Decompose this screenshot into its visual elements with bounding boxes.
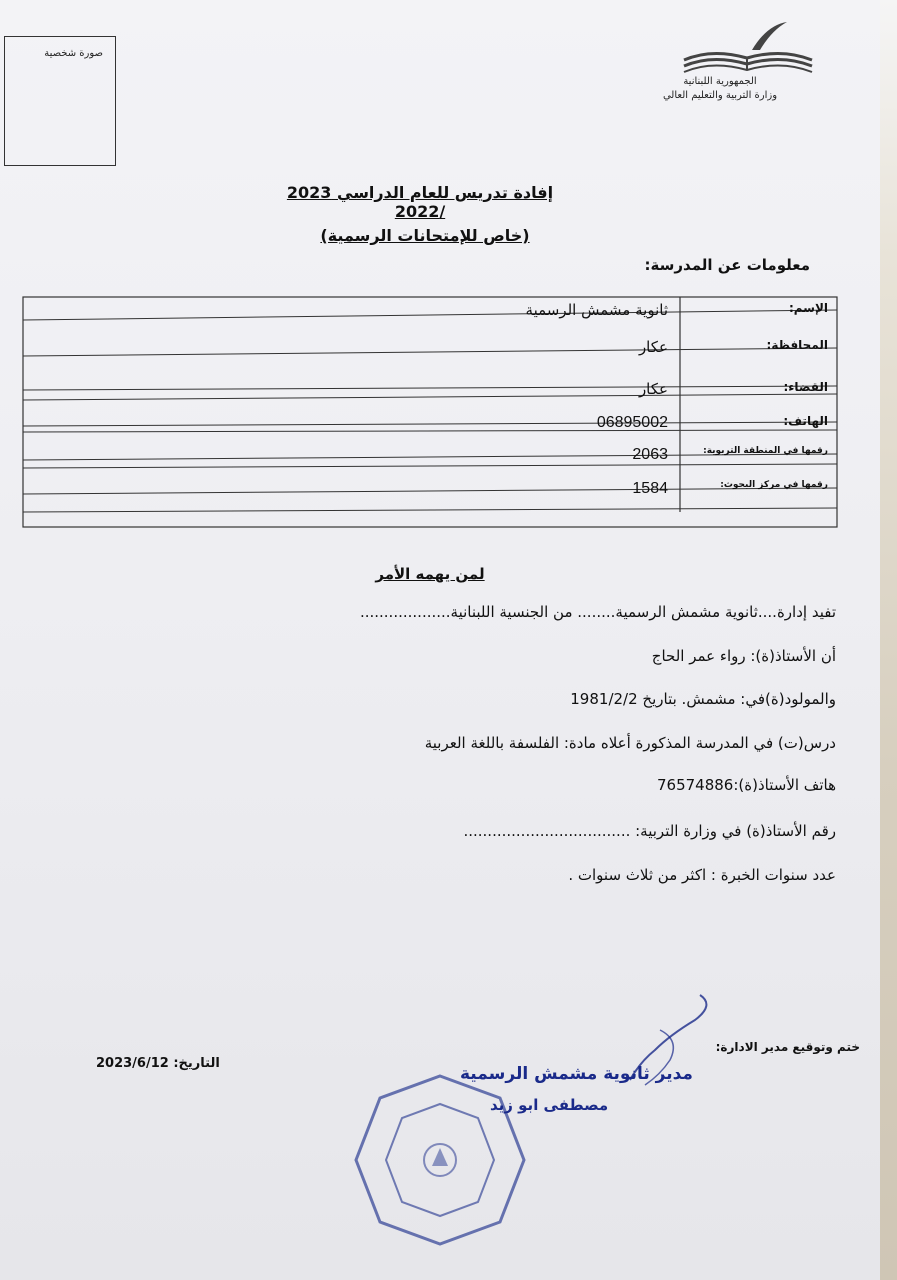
background-edge (880, 0, 897, 1280)
school-name-label: الإسم: (788, 301, 828, 315)
photo-box-label: صورة شخصية (44, 48, 103, 59)
logo-line1: الجمهورية اللبنانية (683, 76, 757, 87)
logo-line2: وزارة التربية والتعليم العالي (662, 90, 778, 101)
body-line-7: عدد سنوات الخبرة : اكثر من ثلاث سنوات . (568, 866, 836, 884)
body-line-4: درس(ت) في المدرسة المذكورة أعلاه مادة: الفلسفة باللغة العربية (424, 734, 836, 752)
date-label: التاريخ: 2023/6/12 (96, 1056, 220, 1071)
signer-name: مصطفى ابو زيد (490, 1096, 609, 1114)
table-grid (22, 296, 838, 528)
to-whom-heading: لمن يهمه الأمر (375, 565, 485, 583)
body-line-1: تفيد إدارة....ثانوية مشمش الرسمية........ من الجنسية اللبنانية................... (359, 603, 836, 621)
book-icon (672, 20, 822, 80)
school-info-table (22, 296, 838, 528)
regional-number-value: 2063 (632, 446, 668, 463)
district-label: القضاء: (783, 380, 828, 394)
school-name-value: ثانوية مشمش الرسمية (525, 301, 668, 319)
body-line-3: والمولود(ة)في: مشمش. بتاريخ 1981/2/2 (570, 690, 836, 708)
phone-label: الهاتف: (783, 414, 828, 428)
district-value: عكار (638, 380, 668, 398)
signer-school: مدير ثانوية مشمش الرسمية (460, 1064, 693, 1084)
governorate-value: عكار (638, 338, 668, 356)
document-subtitle: (خاص للإمتحانات الرسمية) (320, 226, 530, 245)
body-line-5: هاتف الأستاذ(ة):76574886 (657, 776, 836, 794)
school-info-label: معلومات عن المدرسة: (644, 256, 810, 274)
research-number-label: رقمها في مركز البحوث: (720, 480, 828, 490)
body-line-6: رقم الأستاذ(ة) في وزارة التربية: ................................... (463, 822, 836, 840)
body-line-2: أن الأستاذ(ة): رواء عمر الحاج (651, 647, 836, 665)
photo-box (4, 36, 116, 166)
phone-value: 06895002 (596, 414, 668, 431)
research-number-value: 1584 (632, 480, 668, 497)
regional-number-label: رقمها في المنطقة التربوية: (703, 446, 828, 456)
document-title: إفادة تدريس للعام الدراسي 2023 /2022 (286, 183, 554, 221)
signature-label: ختم وتوقيع مدير الادارة: (715, 1040, 860, 1054)
governorate-label: المحافظة: (766, 338, 828, 352)
